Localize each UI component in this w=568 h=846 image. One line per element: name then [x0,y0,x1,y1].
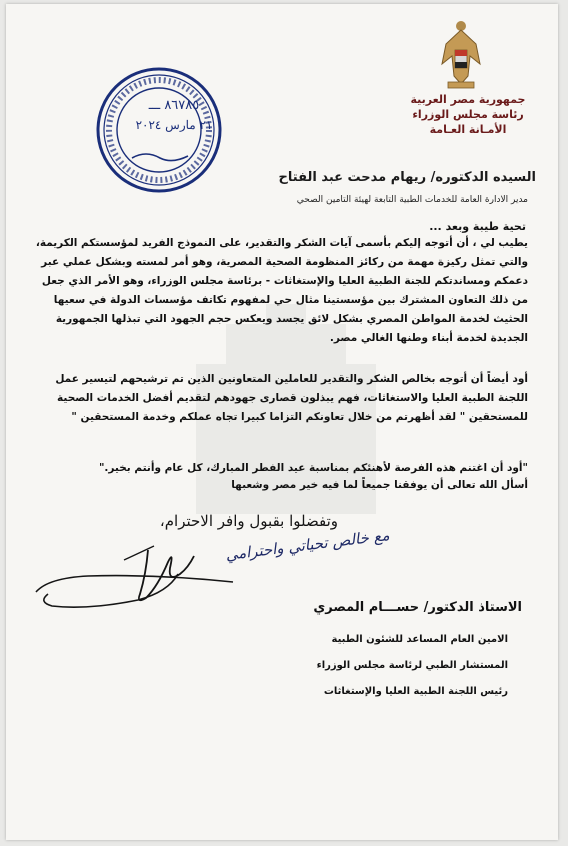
letter-page [6,4,558,840]
eid-greeting-line: "أود أن اغتنم هذه الفرصة لأهنئكم بمناسبة عيد الفطر المبارك، كل عام وأنتم بخير." [98,462,528,474]
paragraph-3 [28,460,528,494]
paragraph-1: يطيب لي ، أن أتوجه إليكم بأسمى آيات الشكر والتقدير، على النموذج الفريد لمؤسستكم الكريمة، والتي تمثل ركيزة مهمة من ركائز المنظومة الصحية المصرية، وهو أمر لمسته وبشكل عملي عبر دعمكم ومساندتكم للجنة الطبية العليا والإستغاثات - برئاسة مجلس الوزراء، وهو الأمر الذي جعل من ذلك التعاون المشترك بين مؤسستينا مثال حي لمفهوم تكاتف مؤسسات الدولة في سعيها الحثيث لخدمة المواطن المصري بشكل لائق يجسد ويعكس حجم الجهود التي تبذلها الجمهورية الجديدة لخدمة أبناء وطنها الغالي مصر. [35,237,528,344]
addressee-name: السيده الدكتوره/ ريهام مدحت عبد الفتاح [278,170,536,185]
greeting: تحية طيبة وبعد ... [429,220,526,233]
organization-header [408,92,528,137]
signer-role-1: الامين العام المساعد للشئون الطبية [331,634,508,645]
prayer-line: أسأل الله تعالى أن يوفقنا جميعاً لما فيه خير مصر وشعبها [231,479,528,491]
signer-role-2: المستشار الطبي لرئاسة مجلس الوزراء [316,660,508,671]
org-line-3: الأمـانة العـامة [429,123,507,136]
org-line-1: جمهورية مصر العربية [410,93,526,106]
signer-name: الاستاذ الدكتور/ حســـام المصري [313,600,522,615]
eagle-of-saladin-icon [438,18,484,90]
handwritten-note: مع خالص تحياتي واحترامي [224,526,391,564]
handwritten-signature [28,534,248,616]
closing-line: وتفضلوا بقبول وافر الاحترام، [159,512,338,530]
org-line-2: رئاسة مجلس الوزراء [412,108,524,121]
seal-number: ٨٦٧٨٥ ـــ [148,98,200,113]
paragraph-2: أود أيضاً أن أتوجه بخالص الشكر والتقدير للعاملين المتعاونين الذين تم ترشيحهم لتيسير عمل اللجنة الطبية العليا والاستغاثات، فهم يبذلون قصارى جهودهم لتقديم أفضل الخدمات الصحية للمستحقين " لقد أظهرتم من خلال تعاونكم التزاما كبيرا تجاه عملكم وخدمة المستحقين " [55,373,528,423]
addressee-title: مدير الادارة العامة للخدمات الطبية التابعة لهيئة التامين الصحي [296,195,528,205]
signer-role-3: رئيس اللجنة الطبية العليا والإستغاثات [323,686,508,697]
seal-date: ٢١ مارس ٢٠٢٤ [135,118,213,132]
